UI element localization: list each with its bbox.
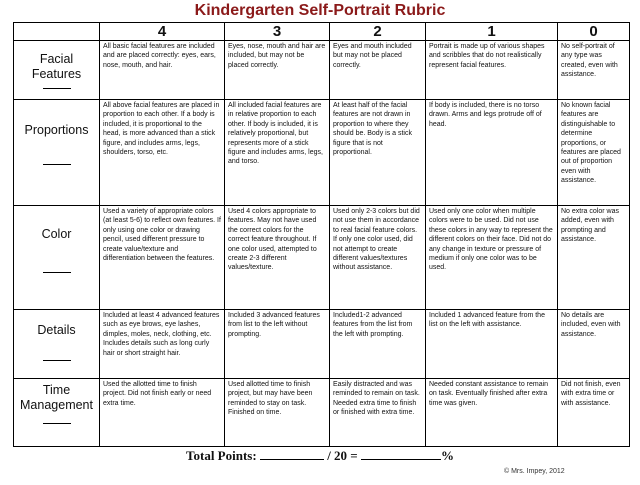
criterion-cell [14, 100, 100, 206]
score-entry-line [43, 360, 71, 361]
rubric-table [13, 22, 630, 447]
descriptor-cell: Included at least 4 advanced features such as eye brows, eye lashes, dimples, moles, neck, clothing, etc. Includes details such as long curly hair or short straight hair. [100, 310, 225, 379]
descriptor-cell: Used only 2-3 colors but did not use them in accordance to real facial feature colors. If only one color used, did not attempt to create different values/textures without assistance. [330, 206, 426, 310]
descriptor-cell: Used 4 colors appropriate to features. May not have used the correct colors for the correct feature throughout. If one color used, attempted to create 2-3 different values/texture. [225, 206, 330, 310]
descriptor-cell: No self-portrait of any type was created, even with assistance. [558, 41, 630, 100]
descriptor-cell: All basic facial features are included and are placed correctly: eyes, ears, nose, mouth, and hair. [100, 41, 225, 100]
percent-blank [361, 447, 441, 460]
score-header-2: 2 [330, 23, 426, 41]
descriptor-cell: No known facial features are distinguishable to determine proportions, or features are placed out of proportion even with assistance. [558, 100, 630, 206]
score-header-1: 1 [426, 23, 558, 41]
criterion-label: Facial Features [31, 52, 82, 81]
score-header-4: 4 [100, 23, 225, 41]
descriptor-cell: Used the allotted time to finish project. Did not finish early or need extra time. [100, 379, 225, 447]
score-entry-line [43, 164, 71, 165]
rubric-title: Kindergarten Self-Portrait Rubric [194, 2, 446, 19]
score-header-3: 3 [225, 23, 330, 41]
header-corner-cell [14, 23, 100, 41]
total-points-line [0, 447, 640, 464]
descriptor-cell: No extra color was added, even with prompting and assistance. [558, 206, 630, 310]
descriptor-cell: No details are included, even with assistance. [558, 310, 630, 379]
descriptor-cell: Included 1 advanced feature from the list on the left with assistance. [426, 310, 558, 379]
descriptor-cell: Needed constant assistance to remain on task. Eventually finished after extra time was given. [426, 379, 558, 447]
score-header-0: 0 [558, 23, 630, 41]
score-entry-line [43, 272, 71, 273]
points-blank [260, 447, 324, 460]
score-entry-line [43, 423, 71, 424]
criterion-cell [14, 206, 100, 310]
criterion-label: Details [37, 323, 76, 337]
descriptor-cell: All included facial features are in relative proportion to each other. If body is included, it is relatively proportional, but represents more of a stick figure and includes arms, legs, and torso. [225, 100, 330, 206]
total-separator: / 20 = [327, 448, 358, 463]
percent-sign: % [440, 448, 454, 463]
criterion-label: Color [41, 227, 72, 241]
criterion-label: Time Management [20, 383, 93, 412]
rubric-row-details [14, 310, 630, 379]
rubric-row-time-management [14, 379, 630, 447]
criterion-cell [14, 379, 100, 447]
descriptor-cell: Used allotted time to finish project, but may have been reminded to stay on task. Finished on time. [225, 379, 330, 447]
descriptor-cell: If body is included, there is no torso drawn. Arms and legs protrude off of head. [426, 100, 558, 206]
descriptor-cell: All above facial features are placed in proportion to each other. If a body is included, it is proportional to the head, is more advanced than a stick figure, and includes arms, legs, shoulders, torso, etc. [100, 100, 225, 206]
descriptor-cell: At least half of the facial features are not drawn in proportion to where they should be. Body is a stick figure that is not proportional. [330, 100, 426, 206]
descriptor-cell: Eyes and mouth included but may not be placed correctly. [330, 41, 426, 100]
rubric-row-proportions [14, 100, 630, 206]
descriptor-cell: Used a variety of appropriate colors (at least 5-6) to reflect own features. If only using one color or drawing pencil, used different pressure to create value/texture and differentiation between the features. [100, 206, 225, 310]
rubric-row-color [14, 206, 630, 310]
descriptor-cell: Did not finish, even with extra time or with assistance. [558, 379, 630, 447]
descriptor-cell: Portrait is made up of various shapes and scribbles that do not realistically represent facial features. [426, 41, 558, 100]
criterion-cell [14, 41, 100, 100]
score-header-row [14, 23, 630, 41]
descriptor-cell: Easily distracted and was reminded to remain on task. Needed extra time to finish or finished with extra time. [330, 379, 426, 447]
descriptor-cell: Used only one color when multiple colors were to be used. Did not use these colors in any way to represent the different colors on their face. Did not do any change in texture or pressure of medium if only one color was to be used. [426, 206, 558, 310]
total-points-label: Total Points: [186, 448, 257, 463]
descriptor-cell: Eyes, nose, mouth and hair are included, but may not be placed correctly. [225, 41, 330, 100]
descriptor-cell: Included1-2 advanced features from the list from the left with prompting. [330, 310, 426, 379]
copyright-notice: © Mrs. Impey, 2012 [504, 468, 565, 475]
score-entry-line [43, 88, 71, 89]
criterion-label: Proportions [24, 123, 89, 137]
descriptor-cell: Included 3 advanced features from list to the left without prompting. [225, 310, 330, 379]
criterion-cell [14, 310, 100, 379]
rubric-row-facial-features [14, 41, 630, 100]
